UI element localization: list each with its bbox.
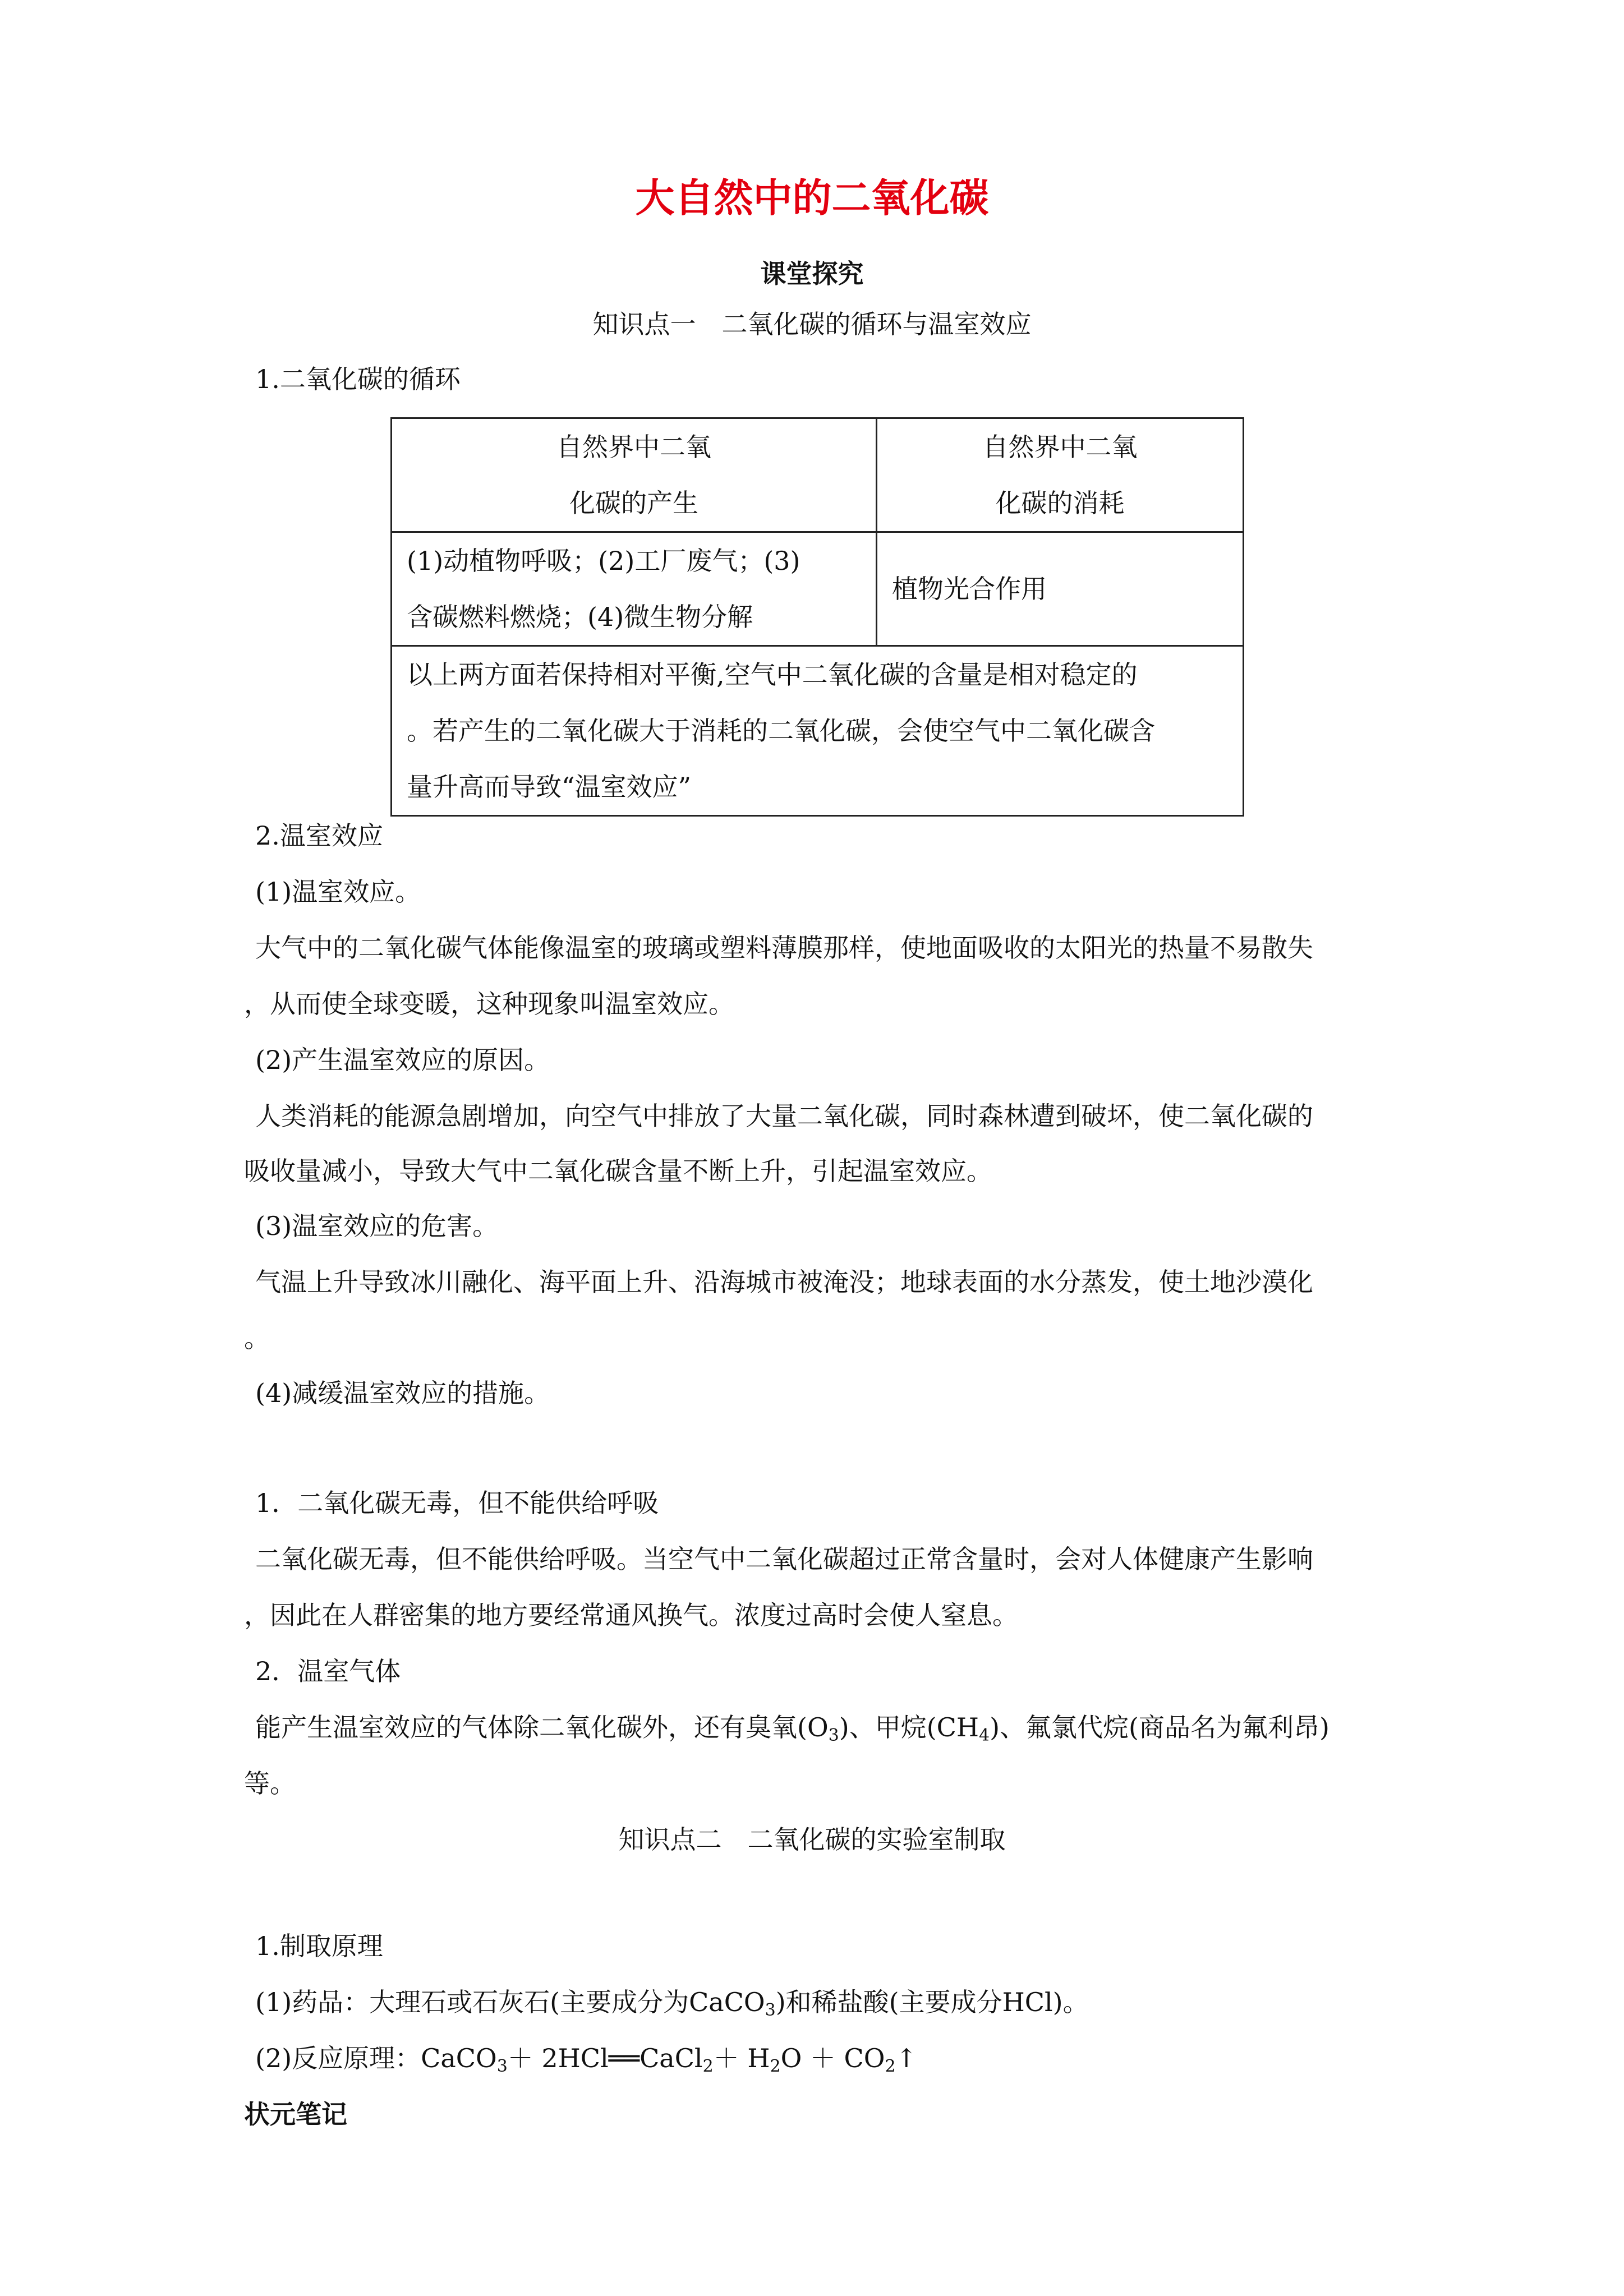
table-cell-sink: 植物光合作用 <box>877 532 1244 646</box>
table-header-source: 自然界中二氧 化碳的产生 <box>392 418 877 532</box>
paragraph-line: 。 <box>244 1323 270 1353</box>
greenhouse-subheading-4: (4)减缓温室效应的措施。 <box>255 1378 550 1408</box>
greenhouse-heading: 2.温室效应 <box>255 820 383 851</box>
paragraph-line: ，因此在人群密集的地方要经常通风换气。浓度过高时会使人窒息。 <box>244 1600 1018 1630</box>
paragraph-line: 能产生温室效应的气体除二氧化碳外，还有臭氧$(O_3)$、甲烷$(CH_4)$、氟氯代烷(商品名为氟利昂) <box>255 1712 1329 1745</box>
cycle-heading: 1.二氧化碳的循环 <box>255 364 461 394</box>
greenhouse-subheading-3: (3)温室效应的危害。 <box>255 1211 499 1241</box>
paragraph-line: ，从而使全球变暖，这种现象叫温室效应。 <box>244 989 734 1019</box>
paragraph-line: 人类消耗的能源急剧增加，向空气中排放了大量二氧化碳，同时森林遭到破坏，使二氧化碳的 <box>255 1101 1313 1131</box>
greenhouse-subheading-1: (1)温室效应。 <box>255 877 421 907</box>
table-cell-note: 以上两方面若保持相对平衡,空气中二氧化碳的含量是相对稳定的 。若产生的二氧化碳大于消耗的二氧化碳，会使空气中二氧化碳含 量升高而导致“温室效应” <box>392 646 1244 816</box>
table-cell-sources: (1)动植物呼吸；(2)工厂废气；(3) 含碳燃料燃烧；(4)微生物分解 <box>392 532 877 646</box>
table-header-sink: 自然界中二氧 化碳的消耗 <box>877 418 1244 532</box>
page-title: 大自然中的二氧化碳 <box>635 174 989 221</box>
footer-heading: 状元笔记 <box>244 2099 347 2129</box>
paragraph-line: 二氧化碳无毒，但不能供给呼吸。当空气中二氧化碳超过正常含量时，会对人体健康产生影响 <box>255 1544 1313 1574</box>
table-row <box>392 532 1244 646</box>
prep-drugs: (1)药品：大理石或石灰石(主要成分为CaCO$_3$)和稀盐酸(主要成分HCl)。 <box>255 1987 1089 2020</box>
paragraph-line: 吸收量减小，导致大气中二氧化碳含量不断上升，引起温室效应。 <box>244 1156 992 1186</box>
paragraph-line: 大气中的二氧化碳气体能像温室的玻璃或塑料薄膜那样，使地面吸收的太阳光的热量不易散失 <box>255 933 1313 963</box>
reaction-equation: (2)反应原理：CaCO$_3$＋ 2HCl══CaCl$_2$＋ $H_2O$ ＋ $CO_2↑$ <box>255 2043 918 2076</box>
carbon-cycle-table <box>390 417 1244 817</box>
greenhouse-subheading-2: (2)产生温室效应的原因。 <box>255 1045 550 1075</box>
knowledge-point-2-heading: 知识点二 二氧化碳的实验室制取 <box>618 1824 1006 1855</box>
paragraph-line: 等。 <box>244 1768 296 1799</box>
note-heading-2: 2．温室气体 <box>255 1656 401 1686</box>
section-heading: 课堂探究 <box>760 259 864 289</box>
prep-heading: 1.制取原理 <box>255 1931 383 1961</box>
table-row <box>392 646 1244 816</box>
note-heading-1: 1．二氧化碳无毒，但不能供给呼吸 <box>255 1488 659 1518</box>
knowledge-point-1-heading: 知识点一 二氧化碳的循环与温室效应 <box>592 309 1032 339</box>
paragraph-line: 气温上升导致冰川融化、海平面上升、沿海城市被淹没；地球表面的水分蒸发，使土地沙漠化 <box>255 1267 1313 1297</box>
table-row <box>392 418 1244 532</box>
